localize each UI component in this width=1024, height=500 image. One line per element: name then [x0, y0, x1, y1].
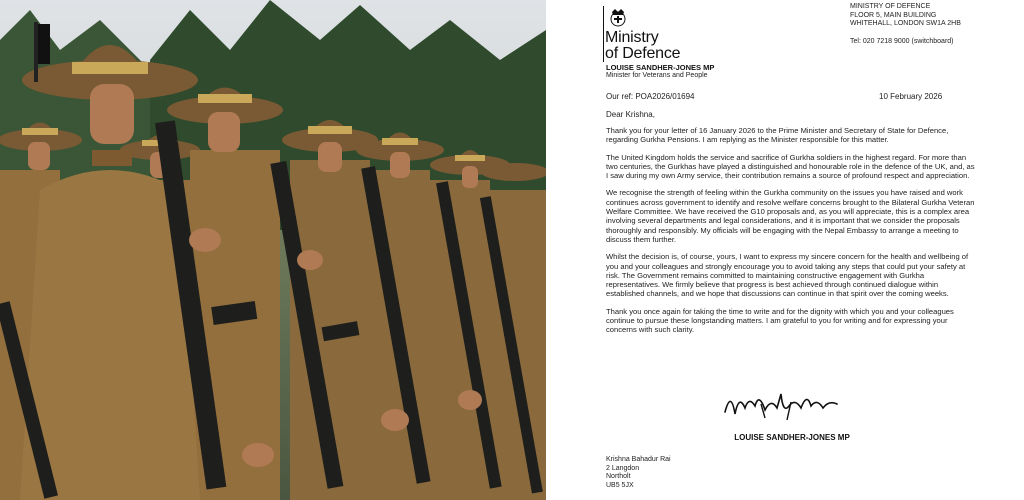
recipient-line-3: Northolt	[606, 473, 631, 481]
department-name	[605, 30, 680, 62]
paragraph: Thank you for your letter of 16 January 2026 to the Prime Minister and Secretary of State for Defence, regarding Gurkha Pensions. I am replying as the Minister responsible for this matter.	[606, 126, 949, 145]
handwritten-signature	[721, 384, 841, 429]
telephone-number: Tel: 020 7218 9000 (switchboard)	[850, 37, 954, 45]
letter-body	[606, 126, 978, 343]
sender-role: Minister for Veterans and People	[606, 72, 708, 79]
recipient-line-4: UB5 5JX	[606, 481, 634, 489]
recipient-line-1: Krishna Bahadur Rai	[606, 456, 671, 463]
address-line-1: MINISTRY OF DEFENCE	[850, 3, 931, 10]
address-line-3: WHITEHALL, LONDON SW1A 2HB	[850, 20, 961, 27]
salutation: Dear Krishna,	[606, 110, 655, 119]
letter-document	[546, 0, 1024, 500]
paragraph: Whilst the decision is, of course, yours, I want to express my sincere concern for the health and wellbeing of you and your colleagues and strongly encourage you to avoid taking any steps that could put your safety at risk. The Government remains committed to maintaining constructive engagement with Gurkha representatives. We firmly believe that progress is best achieved through continued dialogue within established channels, and we hope that discussions can continue in that spirit over the coming weeks.	[606, 252, 969, 299]
reference-number: Our ref: POA2026/01694	[606, 92, 695, 101]
address-line-2: FLOOR 5, MAIN BUILDING	[850, 11, 937, 19]
recipient-address	[606, 456, 671, 490]
department-address	[850, 3, 961, 46]
recipient-line-2: 2 Langdon	[606, 464, 640, 472]
signatory-name: LOUISE SANDHER-JONES MP	[734, 433, 850, 442]
department-line-2: of Defence	[605, 45, 681, 62]
sender-name: LOUISE SANDHER-JONES MP	[606, 63, 715, 72]
header-divider	[603, 6, 604, 62]
paragraph: We recognise the strength of feeling within the Gurkha community on the issues you have raised and work continues across government to identify and resolve welfare concerns brought to the Bilateral Gurkha Veteran Welfare Committee. We have received the G10 proposals and, as you will appreciate, this is a complex area involving several departments and legal considerations, and it is important that we consider the proposals thoroughly and responsibly. My officials will be engaging with the Nepal Embassy to arrange a meeting to discuss them further.	[606, 188, 975, 244]
letter-date: 10 February 2026	[879, 92, 943, 101]
paragraph: The United Kingdom holds the service and sacrifice of Gurkha soldiers in the highest regard. For more than two centuries, the Gurkhas have played a distinguished and honourable role in the defence of the UK, and, as I saw during my own Army service, their contribution remains a source of profound respect and appreciation.	[606, 152, 975, 181]
department-line-1: Ministry	[605, 29, 659, 46]
paragraph: Thank you once again for taking the time to write and for the dignity with which you and your colleagues continue to pursue these longstanding matters. I am grateful to you for writing and for expressing your concerns with such clarity.	[606, 306, 954, 335]
